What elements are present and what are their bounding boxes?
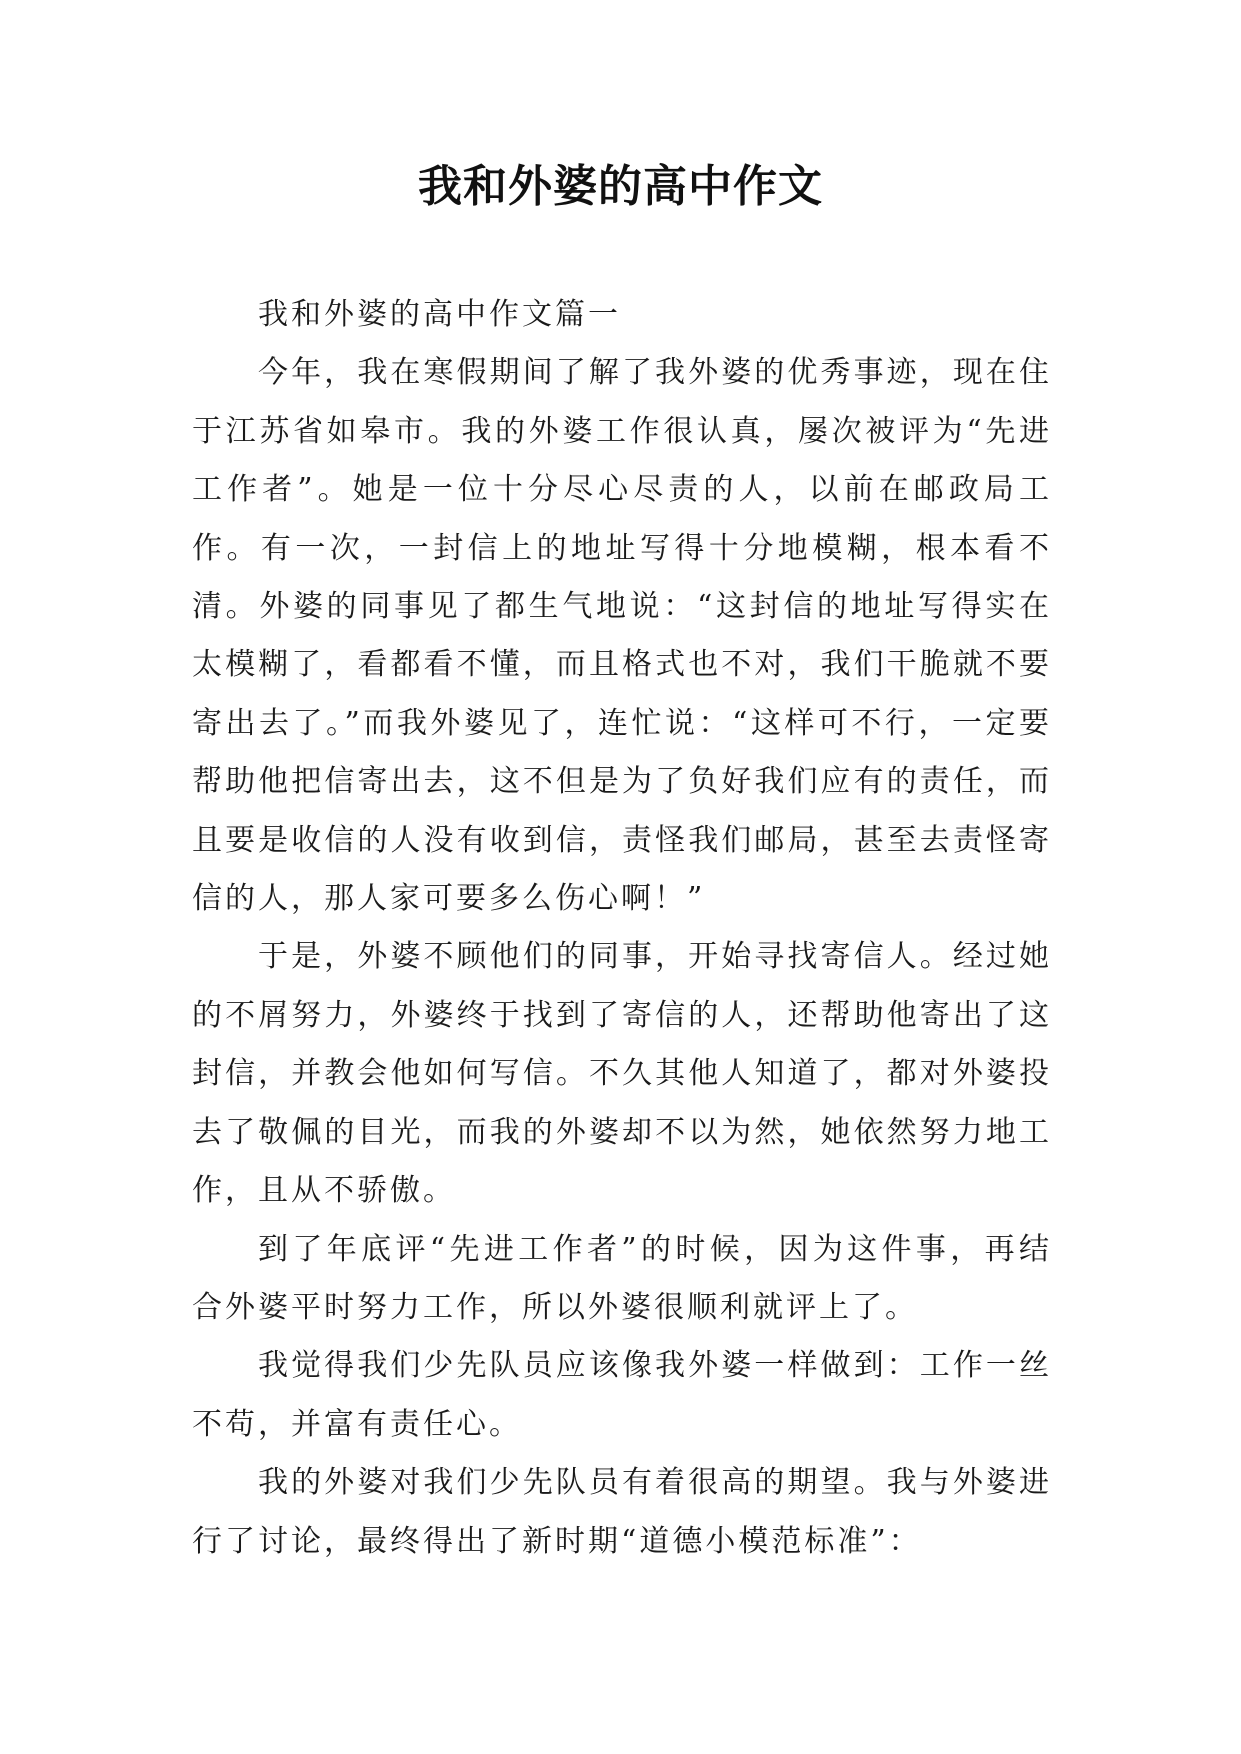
paragraph: 到了年底评“先进工作者”的时候，因为这件事，再结合外婆平时努力工作，所以外婆很顺利就评上了。 xyxy=(192,1231,1052,1325)
document-title: 我和外婆的高中作文 xyxy=(418,161,823,212)
section-heading: 我和外婆的高中作文篇一 xyxy=(258,297,621,332)
paragraph: 于是，外婆不顾他们的同事，开始寻找寄信人。经过她的不屑努力，外婆终于找到了寄信的人，还帮助他寄出了这封信，并教会他如何写信。不久其他人知道了，都对外婆投去了敬佩的目光，而我的外婆却不以为然，她依然努力地工作，且从不骄傲。 xyxy=(192,939,1052,1209)
paragraph: 我觉得我们少先队员应该像我外婆一样做到：工作一丝不苟，并富有责任心。 xyxy=(192,1348,1052,1442)
document-body xyxy=(192,286,1052,1571)
paragraph: 我的外婆对我们少先队员有着很高的期望。我与外婆进行了讨论，最终得出了新时期“道德小模范标准”： xyxy=(192,1465,1052,1559)
paragraph: 今年，我在寒假期间了解了我外婆的优秀事迹，现在住于江苏省如皋市。我的外婆工作很认真，屡次被评为“先进工作者”。她是一位十分尽心尽责的人，以前在邮政局工作。有一次，一封信上的地址写得十分地模糊，根本看不清。外婆的同事见了都生气地说：“这封信的地址写得实在太模糊了，看都看不懂，而且格式也不对，我们干脆就不要寄出去了。”而我外婆见了，连忙说：“这样可不行，一定要帮助他把信寄出去，这不但是为了负好我们应有的责任，而且要是收信的人没有收到信，责怪我们邮局，甚至去责怪寄信的人，那人家可要多么伤心啊！” xyxy=(192,355,1052,917)
